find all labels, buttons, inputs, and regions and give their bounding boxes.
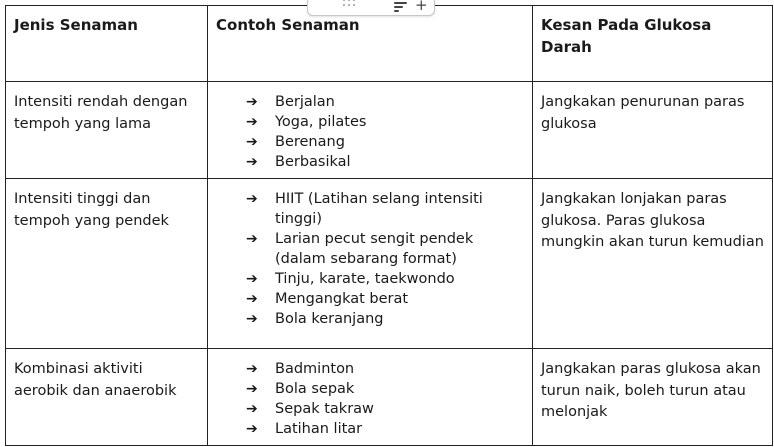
arrow-icon: ➔ [246, 114, 258, 130]
arrow-icon: ➔ [246, 311, 258, 327]
table-row [6, 82, 773, 179]
arrow-icon: ➔ [246, 154, 258, 170]
arrow-icon: ➔ [246, 134, 258, 150]
exercise-table [5, 5, 773, 446]
list-item: ➔ HIIT (Latihan selang intensiti tinggi) [246, 191, 483, 227]
table-row [6, 349, 773, 446]
exercise-type-cell: Intensiti tinggi dan tempoh yang pendek [6, 179, 208, 349]
exercise-type-cell: Intensiti rendah dengan tempoh yang lama [6, 82, 208, 179]
glucose-effect-cell: Jangkakan paras glukosa akan turun naik, boleh turun atau melonjak [533, 349, 773, 446]
glucose-effect-cell: Jangkakan penurunan paras glukosa [533, 82, 773, 179]
table-row [6, 179, 773, 349]
glucose-effect-cell: Jangkakan lonjakan paras glukosa. Paras glukosa mungkin akan turun kemudian [533, 179, 773, 349]
exercise-examples-cell [208, 349, 533, 446]
list-item: ➔ Berenang [246, 134, 345, 150]
list-item: ➔ Larian pecut sengit pendek (dalam sebarang format) [246, 231, 474, 267]
exercise-type-cell: Kombinasi aktiviti aerobik dan anaerobik [6, 349, 208, 446]
arrow-icon: ➔ [246, 401, 258, 417]
arrow-icon: ➔ [246, 271, 258, 287]
sort-icon[interactable] [394, 0, 408, 12]
list-item: ➔ Bola sepak [246, 381, 355, 397]
plus-icon[interactable]: + [415, 0, 428, 14]
header-glucose-effect: Kesan Pada Glukosa Darah [533, 6, 773, 82]
list-item: ➔ Badminton [246, 361, 355, 377]
exercise-examples-cell [208, 82, 533, 179]
list-item: ➔ Berjalan [246, 94, 335, 110]
arrow-icon: ➔ [246, 231, 258, 247]
arrow-icon: ➔ [246, 291, 258, 307]
arrow-icon: ➔ [246, 94, 258, 110]
arrow-icon: ➔ [246, 361, 258, 377]
list-item: ➔ Mengangkat berat [246, 291, 409, 307]
table-header-row [6, 6, 773, 82]
list-item: ➔ Bola keranjang [246, 311, 384, 327]
examples-list [216, 189, 524, 329]
list-item: ➔ Yoga, pilates [246, 114, 367, 130]
list-item: ➔ Sepak takraw [246, 401, 374, 417]
drag-handle-icon[interactable] [343, 0, 357, 11]
arrow-icon: ➔ [246, 191, 258, 207]
header-exercise-examples: Contoh Senaman [208, 6, 533, 82]
examples-list [216, 359, 524, 439]
examples-list [216, 92, 524, 172]
arrow-icon: ➔ [246, 421, 258, 437]
exercise-examples-cell [208, 179, 533, 349]
arrow-icon: ➔ [246, 381, 258, 397]
table-toolbar [307, 0, 435, 16]
header-exercise-type: Jenis Senaman [6, 6, 208, 82]
list-item: ➔ Latihan litar [246, 421, 363, 437]
list-item: ➔ Tinju, karate, taekwondo [246, 271, 455, 287]
list-item: ➔ Berbasikal [246, 154, 351, 170]
